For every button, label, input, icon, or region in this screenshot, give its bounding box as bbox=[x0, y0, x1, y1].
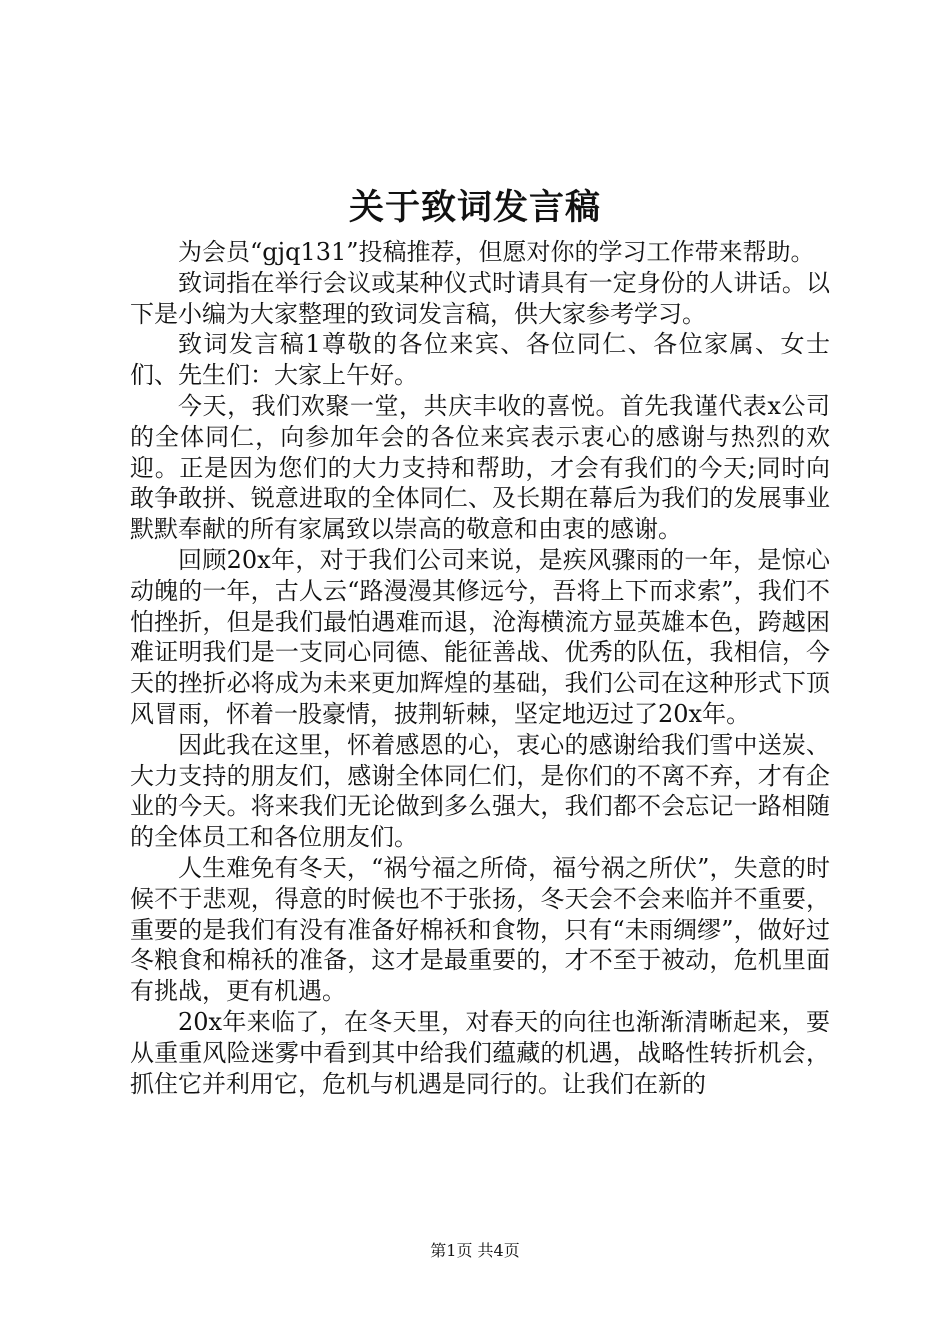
paragraph-gratitude: 因此我在这里，怀着感恩的心，衷心的感谢给我们雪中送炭、大力支持的朋友们，感谢全体同仁们，是你们的不离不弃，才有企业的今天。将来我们无论做到多么强大，我们都不会忘记一路相随的全体员工和各位朋友们。 bbox=[130, 730, 830, 852]
paragraph-new-year: 20x年来临了，在冬天里，对春天的向往也渐渐清晰起来，要从重重风险迷雾中看到其中给我们蕴藏的机遇，战略性转折机会，抓住它并利用它，危机与机遇是同行的。让我们在新的 bbox=[130, 1007, 830, 1098]
document-title: 关于致词发言稿 bbox=[348, 187, 601, 228]
paragraph-welcome: 今天，我们欢聚一堂，共庆丰收的喜悦。首先我谨代表x公司的全体同仁，向参加年会的各位来宾表示衷心的感谢与热烈的欢迎。正是因为您们的大力支持和帮助，才会有我们的今天;同时向敢争敢拼、锐意进取的全体同仁、及长期在幕后为我们的发展事业默默奉献的所有家属致以崇高的敬意和由衷的感谢。 bbox=[130, 391, 830, 544]
document-body bbox=[130, 237, 830, 1099]
paragraph-contributor-note: 为会员“gjq131”投稿推荐，但愿对你的学习工作带来帮助。 bbox=[178, 238, 815, 266]
paragraph-intro: 致词指在举行会议或某种仪式时请具有一定身份的人讲话。以下是小编为大家整理的致词发言稿，供大家参考学习。 bbox=[130, 268, 830, 328]
paragraph-review: 回顾20x年，对于我们公司来说，是疾风骤雨的一年，是惊心动魄的一年，古人云“路漫漫其修远兮，吾将上下而求索”，我们不怕挫折，但是我们最怕遇难而退，沧海横流方显英雄本色，跨越困难证明我们是一支同心同德、能征善战、优秀的队伍，我相信，今天的挫折必将成为未来更加辉煌的基础，我们公司在这种形式下顶风冒雨，怀着一股豪情，披荆斩棘，坚定地迈过了20x年。 bbox=[130, 545, 830, 728]
page-number: 第1页 共4页 bbox=[430, 1241, 520, 1260]
paragraph-winter: 人生难免有冬天，“祸兮福之所倚，福兮祸之所伏”，失意的时候不于悲观，得意的时候也不于张扬，冬天会不会来临并不重要，重要的是我们有没有准备好棉袄和食物，只有“未雨绸缪”，做好过冬粮食和棉袄的准备，这才是最重要的，才不至于被动，危机里面有挑战，更有机遇。 bbox=[130, 853, 830, 1006]
paragraph-greeting: 致词发言稿1尊敬的各位来宾、各位同仁、各位家属、女士们、先生们：大家上午好。 bbox=[130, 330, 830, 390]
